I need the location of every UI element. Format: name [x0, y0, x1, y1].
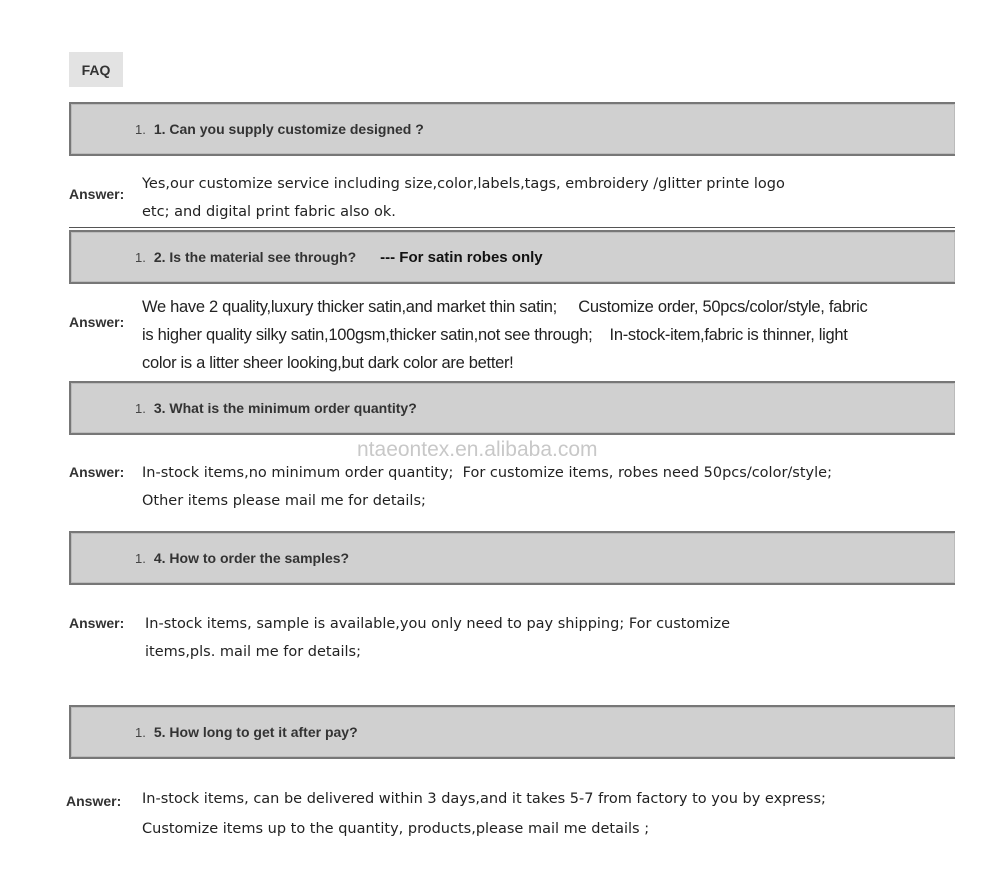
answer-label: Answer:	[69, 314, 125, 330]
question-bar-5	[69, 705, 955, 759]
question-text: 5. How long to get it after pay?	[153, 724, 358, 740]
question-bar-1	[69, 102, 955, 156]
answer-line: In-stock items,no minimum order quantity; For customize items, robes need 50pcs/color/style;	[142, 465, 832, 481]
question-text: 1. Can you supply customize designed ?	[153, 121, 424, 137]
answer-line: color is a litter sheer looking,but dark color are better!	[142, 354, 514, 372]
answer-line: We have 2 quality,luxury thicker satin,and market thin satin; Customize order, 50pcs/color/style, fabric	[142, 298, 868, 316]
question-bar-2	[69, 230, 955, 284]
question-text: 4. How to order the samples?	[153, 550, 350, 566]
question-note: --- For satin robes only	[380, 248, 543, 266]
list-number: 1.	[135, 249, 146, 265]
answer-label: Answer:	[66, 793, 122, 809]
answer-2	[142, 293, 867, 377]
list-number: 1.	[135, 121, 146, 137]
answer-line: In-stock items, can be delivered within 3 days,and it takes 5-7 from factory to you by express;	[142, 791, 826, 807]
answer-line: etc; and digital print fabric also ok.	[142, 204, 396, 220]
answer-line: items,pls. mail me for details;	[145, 644, 361, 660]
question-text: 3. What is the minimum order quantity?	[153, 400, 417, 416]
list-number: 1.	[135, 400, 146, 416]
answer-4	[145, 610, 730, 666]
answer-line: Yes,our customize service including size,color,labels,tags, embroidery /glitter printe logo	[142, 176, 785, 192]
list-number: 1.	[135, 550, 146, 566]
faq-heading: FAQ	[69, 52, 123, 87]
answer-line: Customize items up to the quantity, products,please mail me details ;	[142, 821, 650, 837]
answer-label: Answer:	[69, 615, 125, 631]
divider	[69, 227, 955, 228]
answer-label: Answer:	[69, 464, 125, 480]
answer-1	[142, 170, 785, 226]
answer-5	[142, 785, 826, 843]
question-text: 2. Is the material see through?	[153, 249, 357, 265]
answer-label: Answer:	[69, 186, 125, 202]
answer-3	[142, 459, 832, 515]
watermark: ntaeontex.en.alibaba.com	[357, 438, 598, 461]
list-number: 1.	[135, 724, 146, 740]
question-bar-4	[69, 531, 955, 585]
question-bar-3	[69, 381, 955, 435]
answer-line: Other items please mail me for details;	[142, 493, 426, 509]
answer-line: In-stock items, sample is available,you only need to pay shipping; For customize	[145, 616, 731, 632]
answer-line: is higher quality silky satin,100gsm,thicker satin,not see through; In-stock-item,fabric is thinner, light	[142, 326, 848, 344]
